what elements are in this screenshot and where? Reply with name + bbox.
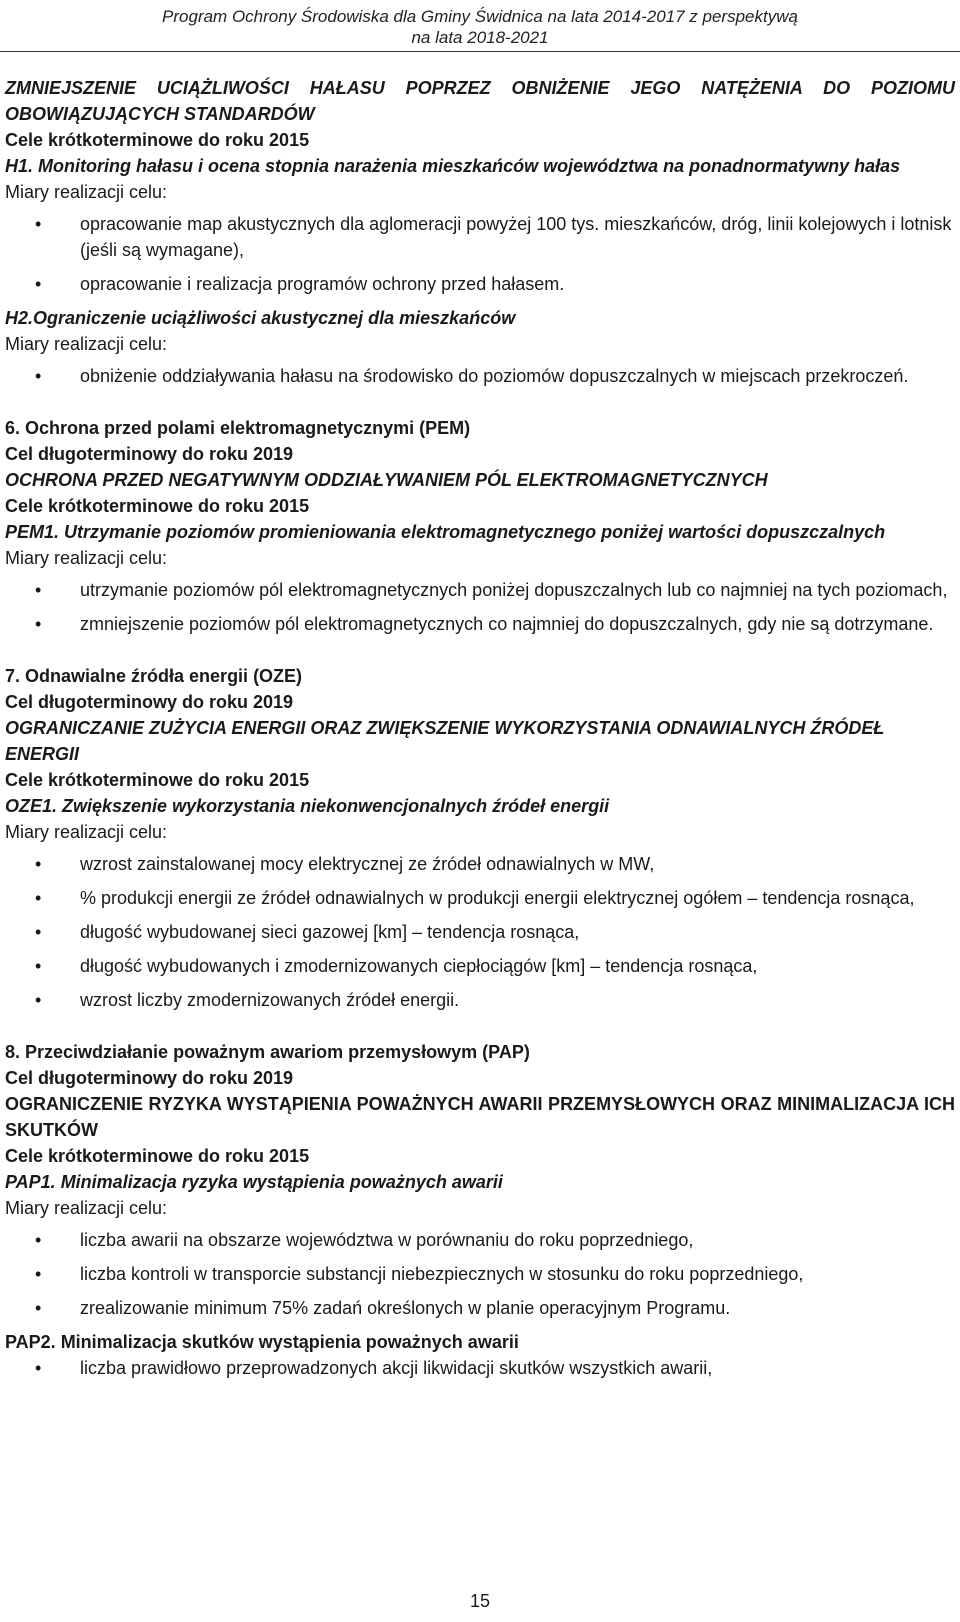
h1-measures-list (5, 211, 955, 297)
pem-measures-label: Miary realizacji celu: (5, 548, 168, 568)
header-divider (0, 51, 960, 52)
pap-goal-title: OGRANICZENIE RYZYKA WYSTĄPIENIA POWAŻNYCH AWARII PRZEMYSŁOWYCH ORAZ MINIMALIZACJA ICH SKUTKÓW (5, 1094, 955, 1140)
noise-goal-title: ZMNIEJSZENIE UCIĄŻLIWOŚCI HAŁASU POPRZEZ OBNIŻENIE JEGO NATĘŻENIA DO POZIOMU OBOWIĄZUJĄCYCH STANDARDÓW (5, 78, 955, 124)
h2-heading: H2.Ograniczenie uciążliwości akustycznej dla mieszkańców (5, 308, 516, 328)
pem-measures-list (5, 577, 955, 637)
list-item: • wzrost liczby zmodernizowanych źródeł energii. (5, 987, 955, 1013)
h2-measures-label: Miary realizacji celu: (5, 334, 168, 354)
oze-goal-title: OGRANICZANIE ZUŻYCIA ENERGII ORAZ ZWIĘKSZENIE WYKORZYSTANIA ODNAWIALNYCH ŹRÓDEŁ ENERGII (5, 718, 885, 764)
list-item: • zrealizowanie minimum 75% zadań określonych w planie operacyjnym Programu. (5, 1295, 955, 1321)
pem-section-heading: 6. Ochrona przed polami elektromagnetycznymi (PEM) (5, 418, 471, 438)
pem-long-term-label: Cel długoterminowy do roku 2019 (5, 444, 294, 464)
header-line-2: na lata 2018-2021 (411, 28, 549, 47)
pem1-heading: PEM1. Utrzymanie poziomów promieniowania elektromagnetycznego poniżej wartości dopuszczalnych (5, 522, 886, 542)
pap-measures-label: Miary realizacji celu: (5, 1198, 168, 1218)
oze-measures-list (5, 851, 955, 1013)
list-item: • zmniejszenie poziomów pól elektromagnetycznych co najmniej do dopuszczalnych, gdy nie są dotrzymane. (5, 611, 955, 637)
list-item: • liczba kontroli w transporcie substancji niebezpiecznych w stosunku do roku poprzedniego, (5, 1261, 955, 1287)
pem-goal-title: OCHRONA PRZED NEGATYWNYM ODDZIAŁYWANIEM PÓL ELEKTROMAGNETYCZNYCH (5, 470, 768, 490)
pap1-heading: PAP1. Minimalizacja ryzyka wystąpienia poważnych awarii (5, 1172, 503, 1192)
oze-short-term-label: Cele krótkoterminowe do roku 2015 (5, 770, 310, 790)
document-body (5, 75, 955, 1387)
h2-measures-list (5, 363, 955, 389)
list-item: • długość wybudowanej sieci gazowej [km] – tendencja rosnąca, (5, 919, 955, 945)
list-item: • opracowanie i realizacja programów ochrony przed hałasem. (5, 271, 955, 297)
pap2-heading: PAP2. Minimalizacja skutków wystąpienia poważnych awarii (5, 1332, 519, 1352)
list-item: • liczba awarii na obszarze województwa w porównaniu do roku poprzedniego, (5, 1227, 955, 1253)
h1-measures-label: Miary realizacji celu: (5, 182, 168, 202)
page-number: 15 (469, 1591, 491, 1611)
oze1-heading: OZE1. Zwiększenie wykorzystania niekonwencjonalnych źródeł energii (5, 796, 610, 816)
pem-short-term-label: Cele krótkoterminowe do roku 2015 (5, 496, 310, 516)
noise-short-term-label: Cele krótkoterminowe do roku 2015 (5, 130, 310, 150)
list-item: • % produkcji energii ze źródeł odnawialnych w produkcji energii elektrycznej ogółem – tendencja rosnąca, (5, 885, 955, 911)
oze-section-heading: 7. Odnawialne źródła energii (OZE) (5, 666, 303, 686)
pap-section-heading: 8. Przeciwdziałanie poważnym awariom przemysłowym (PAP) (5, 1042, 530, 1062)
list-item: • wzrost zainstalowanej mocy elektrycznej ze źródeł odnawialnych w MW, (5, 851, 955, 877)
list-item: • utrzymanie poziomów pól elektromagnetycznych poniżej dopuszczalnych lub co najmniej na tych poziomach, (5, 577, 955, 603)
pap-short-term-label: Cele krótkoterminowe do roku 2015 (5, 1146, 310, 1166)
oze-measures-label: Miary realizacji celu: (5, 822, 168, 842)
page-header (0, 6, 960, 48)
list-item: • długość wybudowanych i zmodernizowanych ciepłociągów [km] – tendencja rosnąca, (5, 953, 955, 979)
pap2-measures-list (5, 1355, 955, 1381)
list-item: • opracowanie map akustycznych dla aglomeracji powyżej 100 tys. mieszkańców, dróg, linii kolejowych i lotnisk (jeśli są wymagane), (5, 211, 955, 263)
list-item: • liczba prawidłowo przeprowadzonych akcji likwidacji skutków wszystkich awarii, (5, 1355, 955, 1381)
header-line-1: Program Ochrony Środowiska dla Gminy Świdnica na lata 2014-2017 z perspektywą (162, 7, 798, 26)
list-item: • obniżenie oddziaływania hałasu na środowisko do poziomów dopuszczalnych w miejscach przekroczeń. (5, 363, 955, 389)
pap-long-term-label: Cel długoterminowy do roku 2019 (5, 1068, 294, 1088)
h1-heading: H1. Monitoring hałasu i ocena stopnia narażenia mieszkańców województwa na ponadnormatywny hałas (5, 156, 901, 176)
pap1-measures-list (5, 1227, 955, 1321)
oze-long-term-label: Cel długoterminowy do roku 2019 (5, 692, 294, 712)
